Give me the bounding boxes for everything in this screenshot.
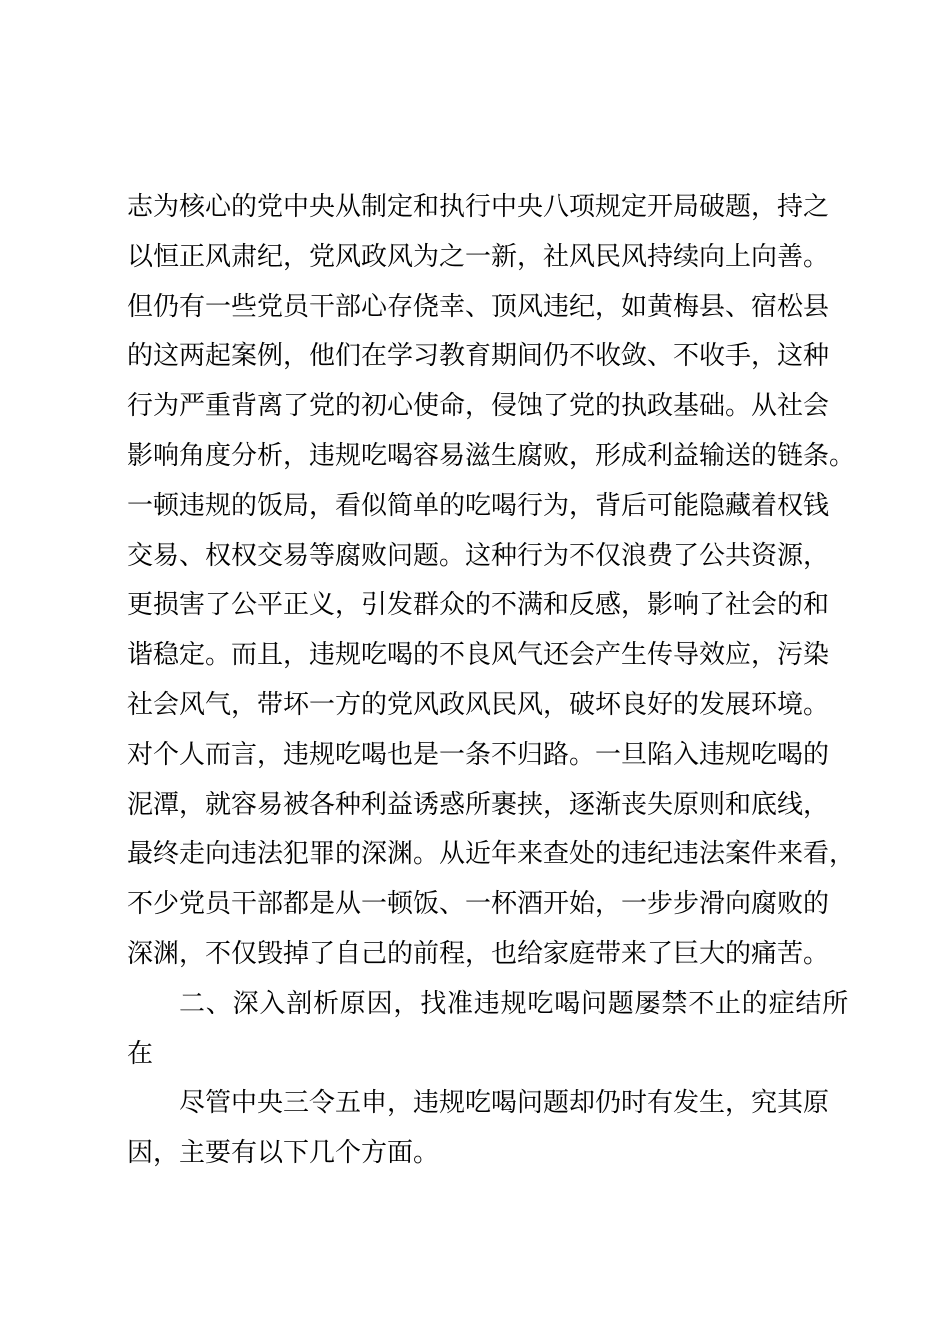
text-line: 行为严重背离了党的初心使命，侵蚀了党的执政基础。从社会 <box>127 391 830 422</box>
closing-paragraph-line-2: 因，主要有以下几个方面。 <box>127 1138 440 1169</box>
text-line: 交易、权权交易等腐败问题。这种行为不仅浪费了公共资源， <box>127 540 830 571</box>
text-line: 志为核心的党中央从制定和执行中央八项规定开局破题，持之 <box>127 192 830 222</box>
body-text <box>127 183 856 1179</box>
text-line: 更损害了公平正义，引发群众的不满和反感，影响了社会的和 <box>127 590 830 621</box>
text-line: 最终走向违法犯罪的深渊。从近年来查处的违纪违法案件来看， <box>127 839 856 870</box>
text-line: 对个人而言，违规吃喝也是一条不归路。一旦陷入违规吃喝的 <box>127 739 830 770</box>
text-line: 深渊，不仅毁掉了自己的前程，也给家庭带来了巨大的痛苦。 <box>127 938 830 969</box>
text-line: 的这两起案例，他们在学习教育期间仍不收敛、不收手，这种 <box>127 341 830 372</box>
text-line: 泥潭，就容易被各种利益诱惑所裹挟，逐渐丧失原则和底线， <box>127 789 830 820</box>
text-line: 但仍有一些党员干部心存侥幸、顶风违纪，如黄梅县、宿松县 <box>127 291 830 322</box>
section-heading-line-1: 二、深入剖析原因，找准违规吃喝问题屡禁不止的症结所 <box>179 988 850 1019</box>
text-line: 不少党员干部都是从一顿饭、一杯酒开始，一步步滑向腐败的 <box>127 889 830 920</box>
closing-paragraph-line-1: 尽管中央三令五申，违规吃喝问题却仍时有发生，究其原 <box>179 1088 830 1119</box>
text-line: 影响角度分析，违规吃喝容易滋生腐败，形成利益输送的链条。 <box>127 440 856 471</box>
section-heading-line-2: 在 <box>127 1038 154 1069</box>
text-line: 一顿违规的饭局，看似简单的吃喝行为，背后可能隐藏着权钱 <box>127 490 830 521</box>
text-line: 以恒正风肃纪，党风政风为之一新，社风民风持续向上向善。 <box>127 241 830 272</box>
text-line: 谐稳定。而且，违规吃喝的不良风气还会产生传导效应，污染 <box>127 640 830 671</box>
text-line: 社会风气，带坏一方的党风政风民风，破坏良好的发展环境。 <box>127 689 830 720</box>
